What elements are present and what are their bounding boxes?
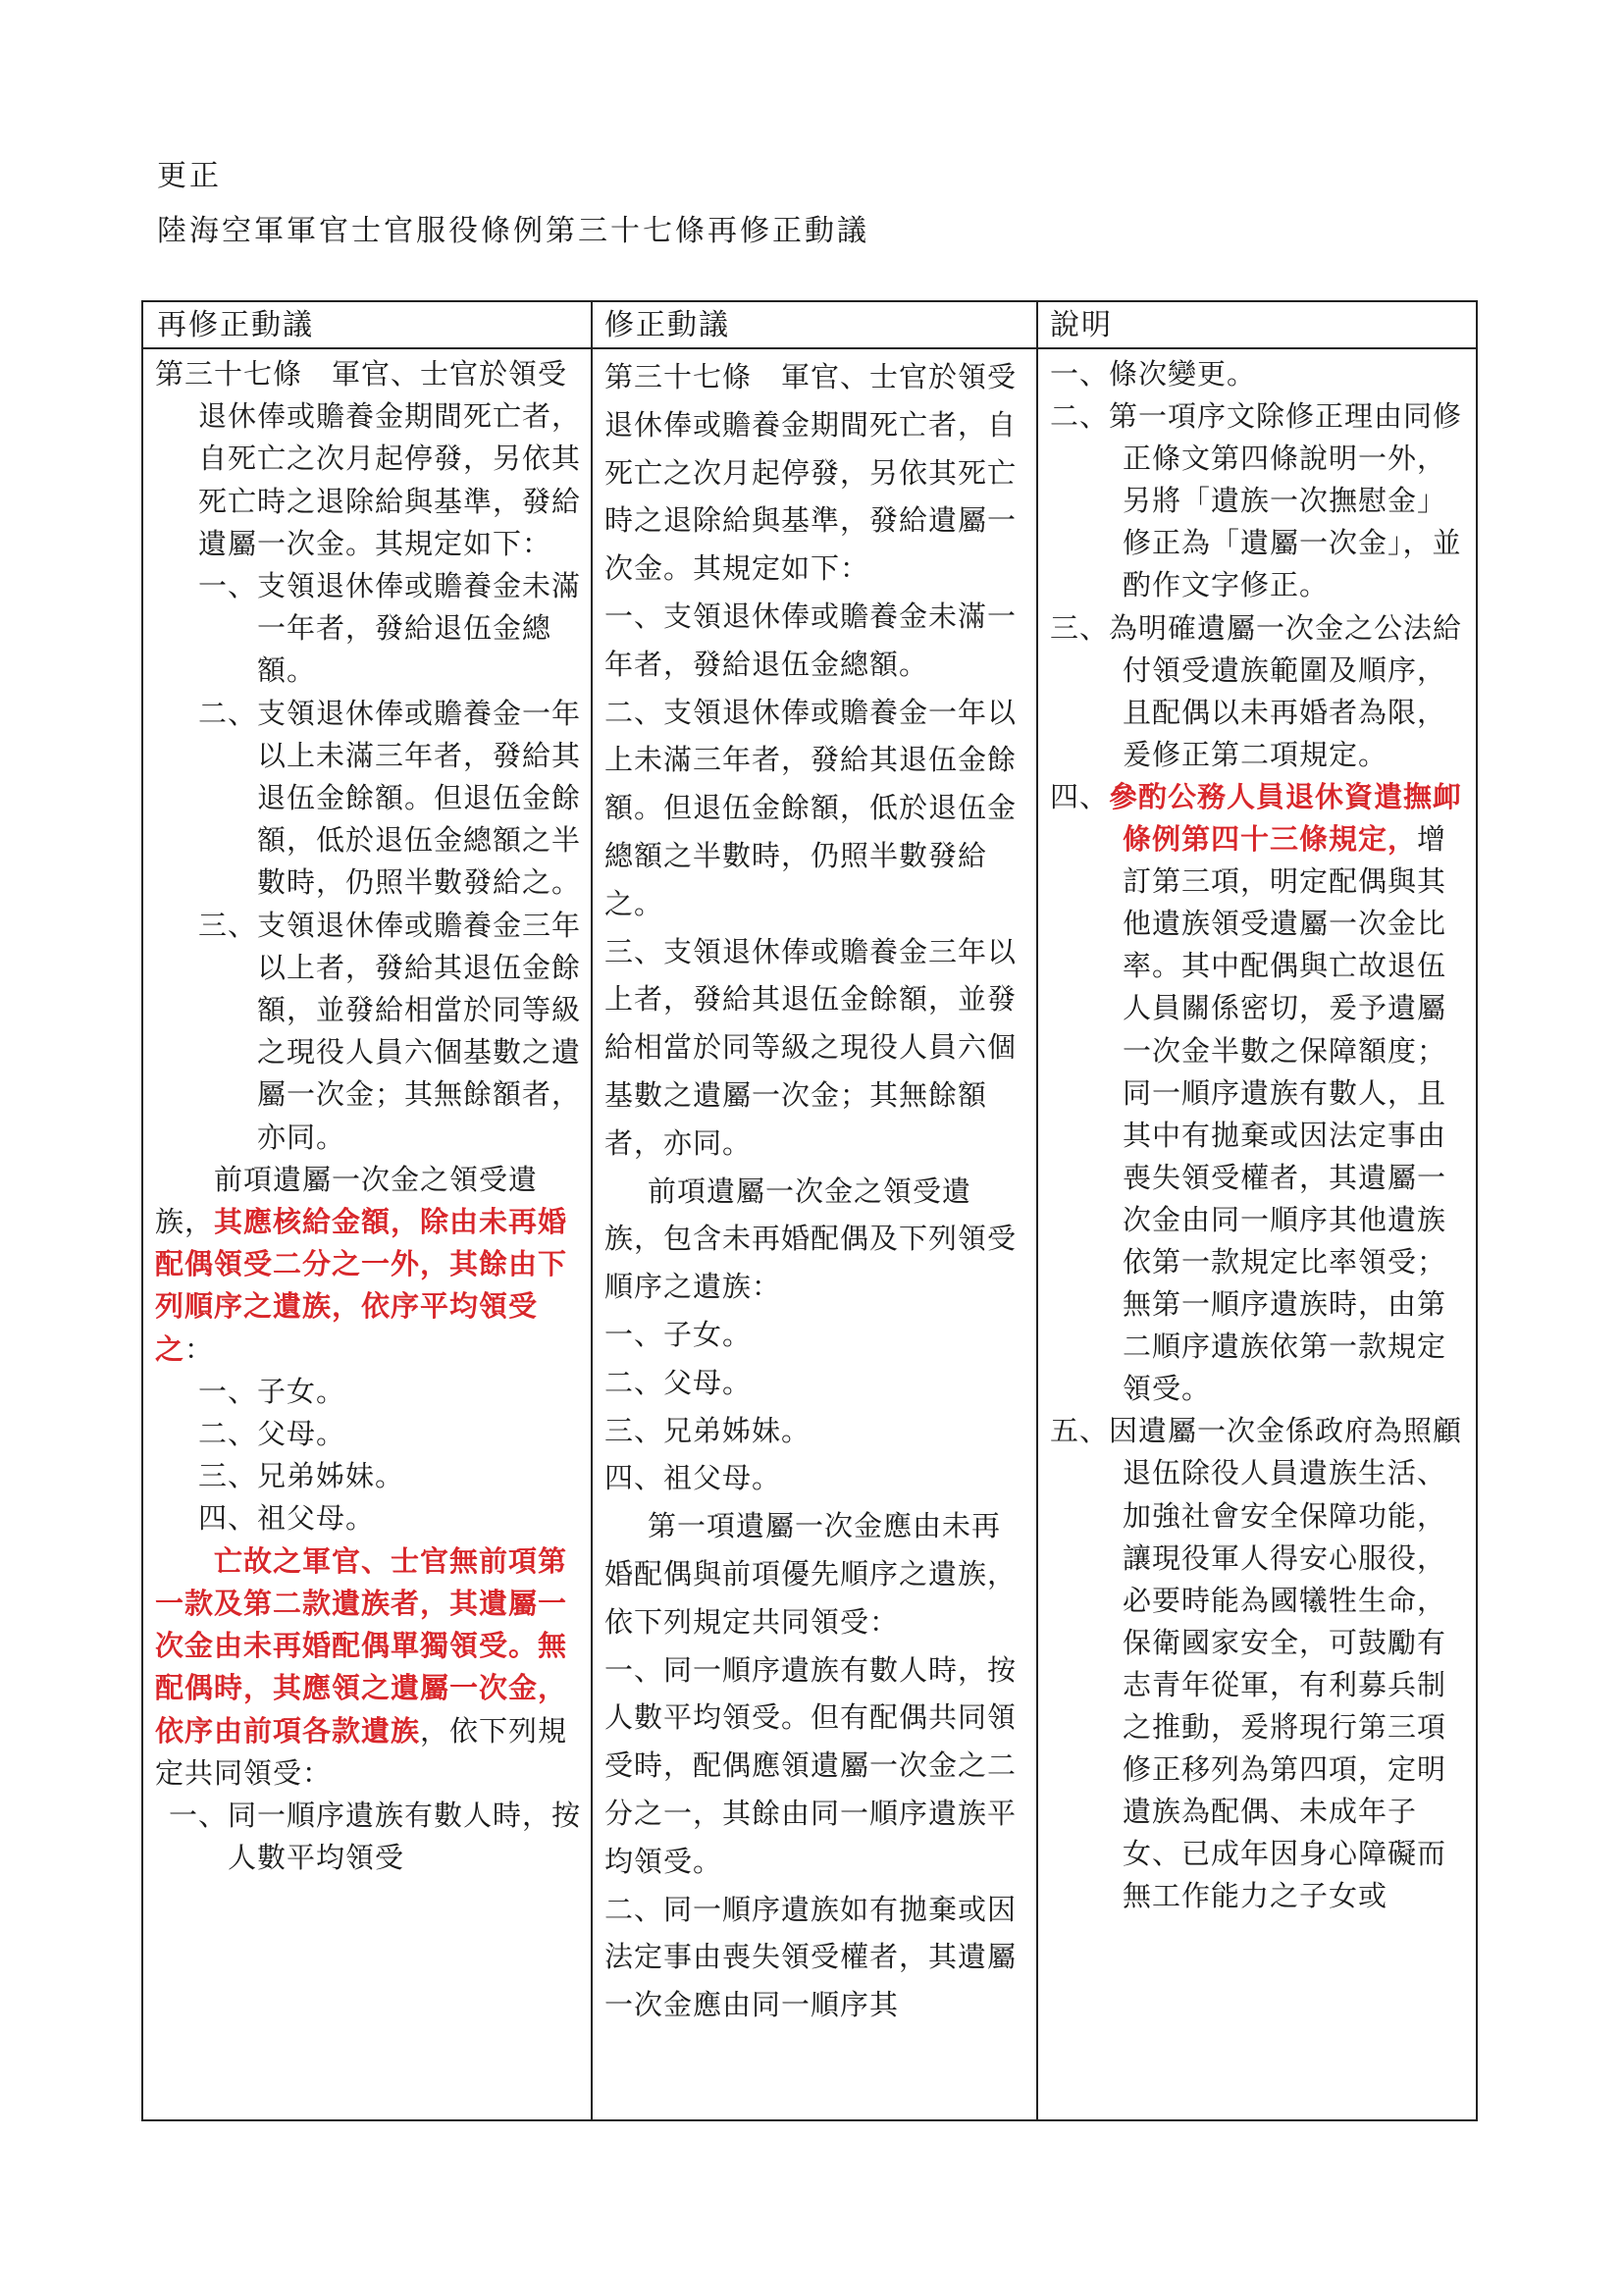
highlighted-text: 其應核給金額，除由未再婚配偶領受二分之一外，其餘由下列順序之遺族，依序平均領受之 [155,1205,568,1366]
paragraph-2 [155,1159,583,1371]
paragraph-3 [155,1540,583,1795]
list-item: 三、支領退休俸或贍養金三年以上者，發給其退伍金餘額，並發給相當於同等級之現役人員六個基數之遺屬一次金；其無餘額者，亦同。 [198,908,582,1154]
highlighted-text: 亡故之軍官、士官無前項第一款及第二款遺族者，其遺屬一次金由未再婚配偶單獨領受。無配偶時，其應領之遺屬一次金，依序由前項各款遺族 [155,1543,568,1748]
list-item: 四、祖父母。 [198,1501,376,1536]
explanation-item [1050,776,1470,1410]
list-item: 一、同一順序遺族有數人時，按人數平均領受 [169,1798,582,1875]
list-item: 三、兄弟姊妹。 [604,1413,812,1447]
header-divider [143,347,1476,349]
comparison-table [141,300,1478,2121]
explanation-item: 二、第一項序文除修正理由同修正條文第四條說明一外，另將「遺族一次撫慰金」修正為「遺屬一次金」，並酌作文字修正。 [1050,399,1463,602]
list-item: 四、祖父母。 [604,1461,782,1495]
explanation-item: 一、條次變更。 [1050,357,1257,391]
highlighted-text: 參酌公務人員退休資遣撫卹條例第四十三條規定， [1109,779,1463,857]
header-explanation: 說明 [1050,308,1113,342]
article-lead: 第三十七條 軍官、士官於領受退休俸或贍養金期間死亡者，自死亡之次月起停發，另依其死亡時之退除給與基準，發給遺屬一次金。其規定如下： [604,360,1018,586]
list-item: 一、同一順序遺族有數人時，按人數平均領受。但有配偶共同領受時，配偶應領遺屬一次金之二分之一，其餘由同一順序遺族平均領受。 [604,1652,1018,1878]
column-revision-motion [604,353,1028,2029]
paragraph-3: 第一項遺屬一次金應由未再婚配偶與前項優先順序之遺族，依下列規定共同領受： [604,1509,1018,1639]
explanation-item: 五、因遺屬一次金係政府為照顧退伍除役人員遺族生活、加強社會安全保障功能，讓現役軍人得安心服役，必要時能為國犧牲生命，保衛國家安全，可鼓勵有志青年從軍，有利募兵制之推動，爰將現行第三項修正移列為第四項，定明遺族為配偶、未成年子女、已成年因身心障礙而無工作能力之子女或 [1050,1414,1463,1913]
header-rerevision-motion: 再修正動議 [157,308,314,342]
column-rerevision-motion [155,353,583,1879]
list-item: 二、同一順序遺族如有拋棄或因法定事由喪失領受權者，其遺屬一次金應由同一順序其 [604,1892,1018,2022]
column-explanation [1050,353,1470,1917]
list-item: 三、支領退休俸或贍養金三年以上者，發給其退伍金餘額，並發給相當於同等級之現役人員六個基數之遺屬一次金；其無餘額者，亦同。 [604,934,1018,1160]
list-item: 二、父母。 [604,1365,753,1399]
list-item: 一、支領退休俸或贍養金未滿一年者，發給退伍金總額。 [604,599,1018,681]
list-item: 二、支領退休俸或贍養金一年以上未滿三年者，發給其退伍金餘額。但退伍金餘額，低於退伍金總額之半數時，仍照半數發給之。 [604,695,1018,920]
list-item: 三、兄弟姊妹。 [198,1459,405,1493]
explanation-item: 三、為明確遺屬一次金之公法給付領受遺族範圍及順序，且配偶以未再婚者為限，爰修正第二項規定。 [1050,610,1463,771]
explanation-text: 增訂第三項，明定配偶與其他遺族領受遺屬一次金比率。其中配偶與亡故退伍人員關係密切，爰予遺屬一次金半數之保障額度；同一順序遺族有數人，且其中有拋棄或因法定事由喪失領受權者，其遺屬一次金由同一順序其他遺族依第一款規定比率領受；無第一順序遺族時，由第二順序遺族依第一款規定領受。 [1123,822,1447,1406]
article-lead: 第三十七條 軍官、士官於領受退休俸或贍養金期間死亡者，自死亡之次月起停發，另依其死亡時之退除給與基準，發給遺屬一次金。其規定如下： [155,357,582,560]
list-item: 一、支領退休俸或贍養金未滿一年者，發給退伍金總額。 [198,569,582,688]
list-item: 二、支領退休俸或贍養金一年以上未滿三年者，發給其退伍金餘額。但退伍金餘額，低於退伍金總額之半數時，仍照半數發給之。 [198,696,582,900]
document-title: 陸海空軍軍官士官服役條例第三十七條再修正動議 [157,214,869,248]
column-divider [1036,302,1038,2119]
list-item: 二、父母。 [198,1417,346,1451]
list-item: 一、子女。 [604,1317,753,1351]
paragraph-2: 前項遺屬一次金之領受遺族，包含未再婚配偶及下列領受順序之遺族： [604,1174,1018,1304]
column-divider [591,302,593,2119]
paragraph-text: ： [184,1331,215,1366]
list-item: 一、子女。 [198,1374,346,1408]
item-number: 四、 [1050,779,1110,813]
header-revision-motion: 修正動議 [604,308,730,342]
paragraph-text: ，依下列規定共同領受： [155,1713,568,1790]
correction-label: 更正 [157,159,222,193]
paragraph-text: 前項遺屬一次金之領受遺族， [155,1162,539,1239]
